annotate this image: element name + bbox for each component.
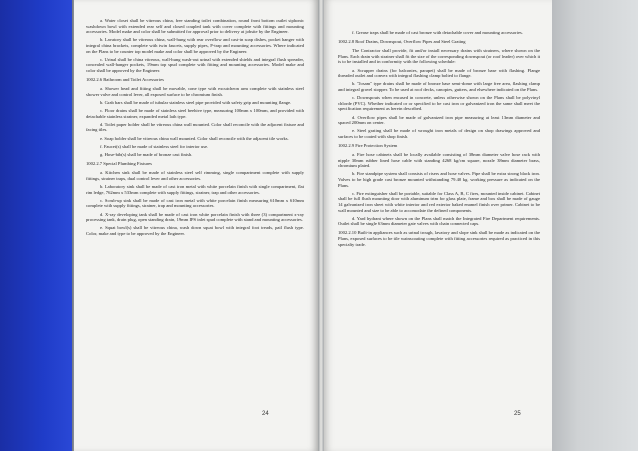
- left-page: [74, 0, 318, 451]
- scanner-edge-left: [0, 0, 72, 451]
- section-heading: 1002.2.9 Fire Protection System: [338, 142, 398, 148]
- paragraph: e. Soap holder shall be vitreous china wall mounted. Color shall reconcile with the adjacent tile works.: [100, 135, 289, 141]
- paragraph: d. Yard hydrant where shown on the Plans shall match the Integrated Fire Department requirements. Outlet shall be single 63mm diameter gate valves with chain connected caps.: [338, 215, 540, 227]
- paragraph: f. Faucet(s) shall be made of stainless steel for interior use.: [100, 143, 209, 149]
- paragraph: g. Hose-bib(s) shall be made of bronze cast finish.: [100, 152, 193, 158]
- paragraph: c. Floor drains shall be made of stainless steel beehive type, measuring 100mm x 100mm, and provided with detachable stainless strainer, expanded metal lath type.: [86, 108, 304, 119]
- page-number: 24: [262, 411, 269, 417]
- right-page: [324, 0, 552, 451]
- paragraph: b. Lavatory shall be vitreous china, wall-hung with rear overflow and cast-in soap dishes, pocket hanger with integral china brackets, complete with twin faucets, supply pipes, P-trap and mounting accessories. Where indicated on the Plans to be counter top model make and color shall be approved by the Engineer.: [86, 37, 304, 54]
- paragraph: b. "Josam" type drains shall be made of bronze base semi-dome with large free area, flashing clamp and integral gravel stopper. To be used at roof decks, canopies, gutters, and elsewhere indicated on the Plans.: [338, 81, 540, 92]
- paragraph: d. Toilet paper holder shall be vitreous china wall mounted. Color shall reconcile with the adjacent fixture and facing tiles.: [86, 121, 304, 133]
- paragraph: f. Grease traps shall be made of cast bronze with detachable cover and mounting accessories.: [352, 30, 523, 35]
- section-heading: 1002.2.7 Special Plumbing Fixtures: [86, 161, 152, 167]
- paragraph: b. Grab bars shall be made of tubular stainless steel pipe provided with safety grip and mounting flange.: [100, 99, 292, 105]
- left-page-text: [74, 18, 318, 239]
- scanner-bed-right: [552, 0, 638, 451]
- right-page-text: [324, 30, 552, 251]
- paragraph: e. Steel grating shall be made of wrought iron metals of design on shop drawings approved and surfaces to be coated with shop finish.: [338, 128, 540, 139]
- paragraph: d. X-ray developing tank shall be made of cast iron white porcelain finish with three (3) compartment x-ray processing tank, drain plug, open standing drain, 19mm IPS inlet spud complete with stand and mounting accessories.: [86, 211, 304, 223]
- paragraph: c. Fire extinguisher shall be portable, suitable for Class A, B, C fires, mounted inside cabinet. Cabinet shall be full flush mounting door with aluminum trim for glass plate, frame and box shall be made of gauge 14 galvanized iron sheet with white interior and red exterior baked enamel finish over primer. Cabinet to be wall mounted and size to be able to accomodate the defined components.: [338, 190, 540, 213]
- paragraph: a. Shower head and fitting shall be movable, cone type with excutcheon arm complete with stainless steel shower valve and control lever, all exposed surface to be chromium finish.: [86, 86, 304, 97]
- section-heading: 1002.2.8 Roof Drains, Downspout, Overflow Pipes and Steel Grating: [338, 39, 466, 45]
- paragraph: a. Scrupper drains (for balconies, parapet) shall be made of bronze base with flashing. Flange threaded outlet and convex with integral flashing clamp bolted to flange.: [338, 67, 540, 79]
- paragraph: a. Water closet shall be vitreous china, free standing toilet combination, round front bottom outlet siphonic washdown bowl with extended rear self and closed coupled tank with cover complete with fittings and mounting accessories. Model make and color shall be submitted for approval prior to delivery at jobsite by the Engineer.: [86, 18, 304, 35]
- section-heading: 1002.2.6 Bathroom and Toilet Accessories: [86, 77, 164, 83]
- paragraph: d. Overflow pipes shall be made of galvanized iron pipe measuring at least 13mm diameter and spaced 200mm on center.: [338, 114, 540, 126]
- paragraph: a. Fire hose cabinets shall be locally available consisting of 38mm diameter valve hose rack with nipple 30mm rubber lined hose cable with standing 4268 kg/cm square, nozzle 38mm diameter brass, chromium plated.: [338, 152, 540, 169]
- page-number: 25: [514, 411, 521, 417]
- paragraph: The Contractor shall provide, fit and/or install necessary drains with strainers, where shown on the Plans. Each drain with strainer shall fit the size of the corresponding downspout (or roof leader) over which it is to be installed and in conformity with the following schedule:: [338, 48, 540, 65]
- paragraph: c. Scrub-up sink shall be made of cast iron metal with white porcelain finish measuring 610mm x 610mm complete with supply fittings, strainer, trap and mounting accessories.: [86, 197, 304, 209]
- paragraph: c. Downspouts when encased in concrete, unless otherwise shown on the Plans shall be polyvinyl chlorde (PVC). Whether indicated or or specified to be cast iron or galvanized iron the same shall meet the specification requirement as herein described.: [338, 95, 540, 112]
- paragraph: b. Fire standpipe system shall consists of risers and hose valves. Pipe shall be extra strong black iron. Valves to be high grade cast bronze mounted withstanding 79.40 kg. working pressure as indicated on the Plans.: [338, 171, 540, 188]
- paragraph: a. Kitchen sink shall be made of stainless steel self rimming, single compartment complete with supply fittings, strainer traps, dual control lever and other accessories.: [86, 170, 304, 181]
- paragraph: e. Squat bowl(s) shall be vitreous china, wash down squat bowl with integral foot treads, pail flush type. Color, make and type to be approved by the Engineer.: [86, 225, 304, 236]
- paragraph: c. Urinal shall be china vitreous, wall-hung wash-out urinal with extended shields and integral flush spreader, concealed wall-hanger pockets, 19mm top spud complete with fitting and mounting accessories. Model make and color shall be approved by the Engineer.: [86, 56, 304, 73]
- paragraph: b. Laboratory sink shall be made of cast iron metal with white porcelain finish with single compartment, flat rim ledge, 762mm x 533mm complete with supply fittings, strainer, trap and other accessories.: [86, 184, 304, 195]
- paragraph: 1002.2.10 Built-in appliances such as urinal trough, lavatory and slope sink shall be made as indicated on the Plans, exposed surfaces to be tile wainscoating complete with fitting accessories required as practiced in this specialty trade.: [338, 230, 540, 247]
